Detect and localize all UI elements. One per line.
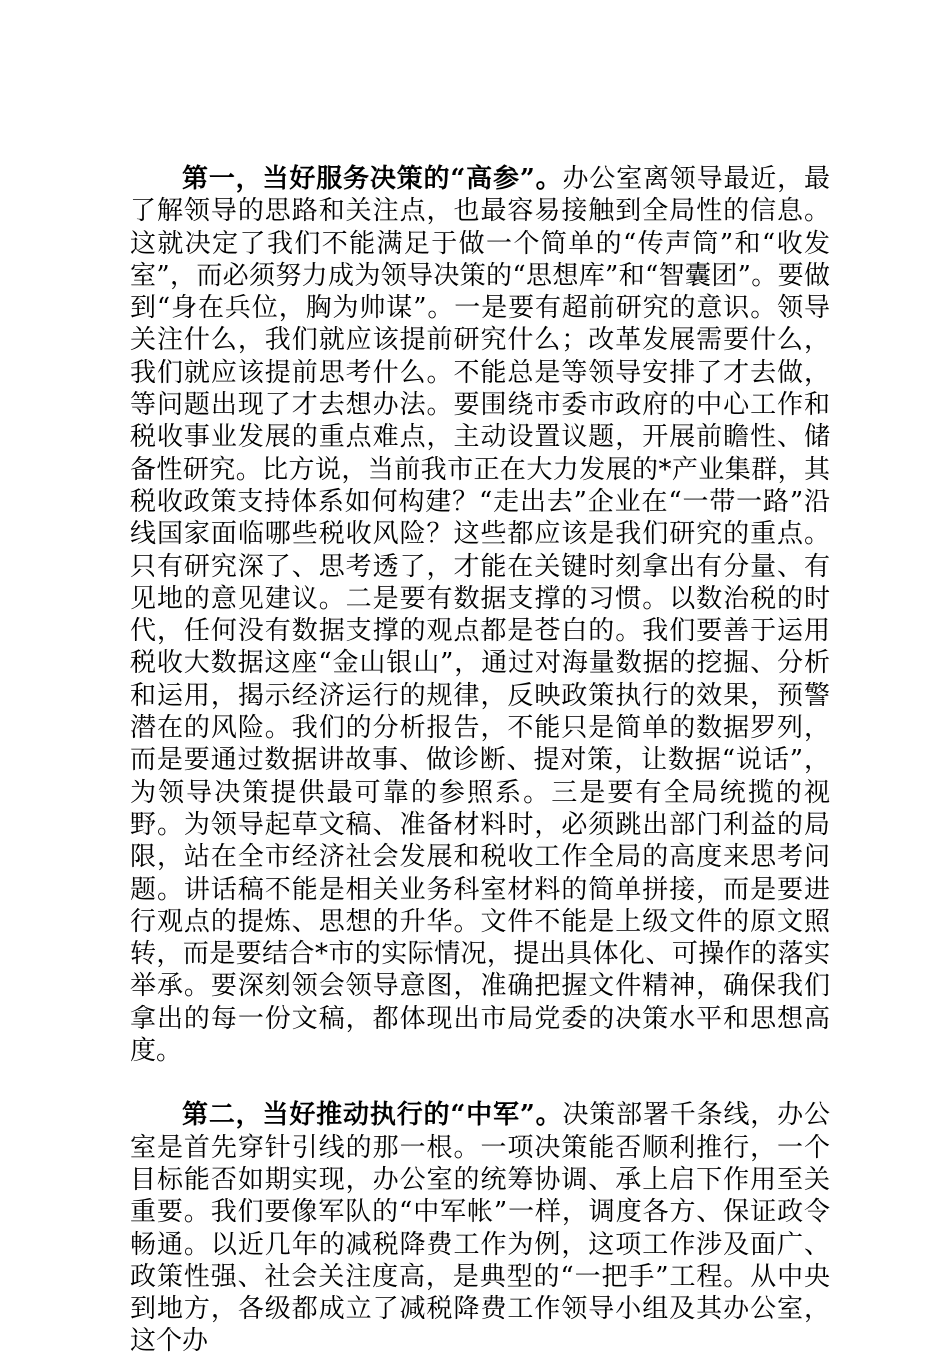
- paragraph-2: [130, 1099, 830, 1357]
- paragraph-1: [130, 163, 830, 1067]
- paragraph-1-body: 办公室离领导最近，最了解领导的思路和关注点，也最容易接触到全局性的信息。这就决定了我们不能满足于做一个简单的“传声筒”和“收发室”，而必须努力成为领导决策的“思想库”和“智囊团”。要做到“身在兵位，胸为帅谋”。一是要有超前研究的意识。领导关注什么，我们就应该提前研究什么；改革发展需要什么，我们就应该提前思考什么。不能总是等领导安排了才去做，等问题出现了才去想办法。要围绕市委市政府的中心工作和税收事业发展的重点难点，主动设置议题，开展前瞻性、储备性研究。比方说，当前我市正在大力发展的*产业集群，其税收政策支持体系如何构建？“走出去”企业在“一带一路”沿线国家面临哪些税收风险？这些都应该是我们研究的重点。只有研究深了、思考透了，才能在关键时刻拿出有分量、有见地的意见建议。二是要有数据支撑的习惯。以数治税的时代，任何没有数据支撑的观点都是苍白的。我们要善于运用税收大数据这座“金山银山”，通过对海量数据的挖掘、分析和运用，揭示经济运行的规律，反映政策执行的效果，预警潜在的风险。我们的分析报告，不能只是简单的数据罗列，而是要通过数据讲故事、做诊断、提对策，让数据“说话”，为领导决策提供最可靠的参照系。三是要有全局统揽的视野。为领导起草文稿、准备材料时，必须跳出部门利益的局限，站在全市经济社会发展和税收工作全局的高度来思考问题。讲话稿不能是相关业务科室材料的简单拼接，而是要进行观点的提炼、思想的升华。文件不能是上级文件的原文照转，而是要结合*市的实际情况，提出具体化、可操作的落实举承。要深刻领会领导意图，准确把握文件精神，确保我们拿出的每一份文稿，都体现出市局党委的决策水平和思想高度。: [130, 164, 830, 1067]
- paragraph-1-heading: 第一，当好服务决策的“高参”。: [182, 164, 563, 194]
- paragraph-2-body: 决策部署千条线，办公室是首先穿针引线的那一根。一项决策能否顺利推行，一个目标能否如期实现，办公室的统筹协调、承上启下作用至关重要。我们要像军队的“中军帐”一样，调度各方、保证政令畅通。以近几年的减税降费工作为例，这项工作涉及面广、政策性强、社会关注度高，是典型的“一把手”工程。从中央到地方，各级都成立了减税降费工作领导小组及其办公室，这个办: [130, 1100, 830, 1357]
- document-page: [130, 163, 830, 1358]
- paragraph-2-heading: 第二，当好推动执行的“中军”。: [182, 1100, 563, 1131]
